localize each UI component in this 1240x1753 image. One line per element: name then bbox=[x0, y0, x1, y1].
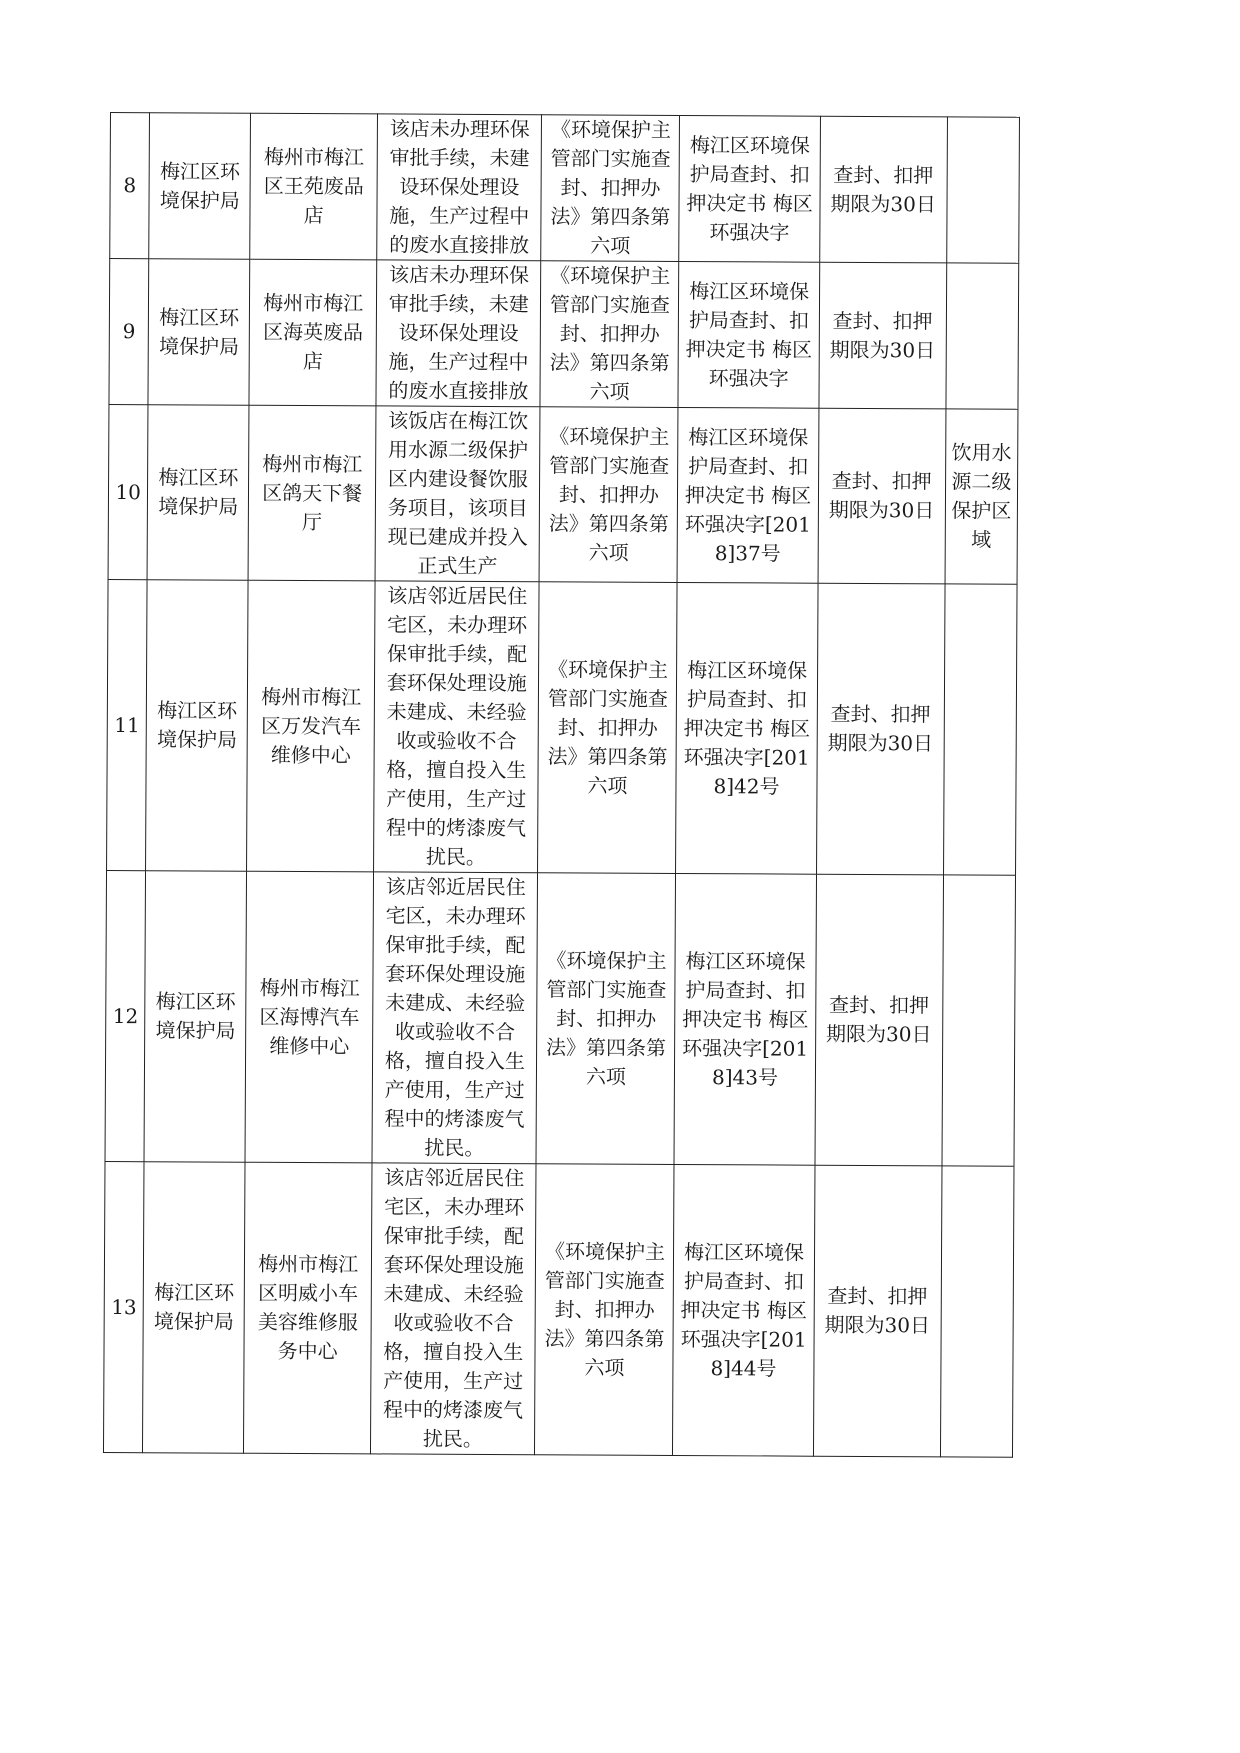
legal-basis-cell: 《环境保护主管部门实施查封、扣押办法》第四条第六项 bbox=[538, 582, 678, 874]
legal-basis-cell: 《环境保护主管部门实施查封、扣押办法》第四条第六项 bbox=[541, 115, 680, 262]
remark-cell bbox=[946, 263, 1019, 409]
decision-document-cell: 梅江区环境保护局查封、扣押决定书 梅区环强决字[2018]44号 bbox=[673, 1164, 815, 1456]
seizure-term-cell: 查封、扣押期限为30日 bbox=[818, 408, 946, 584]
table-row bbox=[110, 113, 1020, 264]
remark-cell: 饮用水源二级保护区域 bbox=[945, 409, 1018, 584]
legal-basis-cell: 《环境保护主管部门实施查封、扣押办法》第四条第六项 bbox=[540, 261, 679, 408]
company-name-cell: 梅州市梅江区万发汽车维修中心 bbox=[247, 580, 376, 872]
enforcement-table bbox=[103, 112, 1020, 1458]
row-number: 10 bbox=[108, 404, 148, 579]
table-row bbox=[108, 404, 1018, 584]
company-name-cell: 梅州市梅江区海英废品店 bbox=[249, 259, 377, 406]
row-number: 11 bbox=[107, 579, 148, 870]
remark-cell bbox=[943, 584, 1017, 875]
agency-cell: 梅江区环境保护局 bbox=[143, 1162, 245, 1454]
violation-fact-cell: 该店未办理环保审批手续，未建设环保处理设施，生产过程中的废水直接排放 bbox=[376, 260, 541, 407]
agency-cell: 梅江区环境保护局 bbox=[149, 113, 251, 260]
violation-fact-cell: 该店未办理环保审批手续，未建设环保处理设施，生产过程中的废水直接排放 bbox=[377, 114, 542, 261]
row-number: 12 bbox=[105, 870, 146, 1161]
decision-document-cell: 梅江区环境保护局查封、扣押决定书 梅区环强决字[2018]43号 bbox=[674, 873, 816, 1165]
legal-basis-cell: 《环境保护主管部门实施查封、扣押办法》第四条第六项 bbox=[535, 1164, 675, 1456]
company-name-cell: 梅州市梅江区鸽天下餐厅 bbox=[248, 405, 376, 581]
violation-fact-cell: 该店邻近居民住宅区，未办理环保审批手续，配套环保处理设施未建成、未经验收或验收不合格，擅自投入生产使用，生产过程中的烤漆废气扰民。 bbox=[374, 581, 540, 873]
seizure-term-cell: 查封、扣押期限为30日 bbox=[813, 1165, 942, 1457]
table-row bbox=[109, 259, 1019, 410]
decision-document-cell: 梅江区环境保护局查封、扣押决定书 梅区环强决字[2018]42号 bbox=[676, 582, 818, 874]
violation-fact-cell: 该饭店在梅江饮用水源二级保护区内建设餐饮服务项目，该项目现已建成并投入正式生产 bbox=[375, 406, 540, 582]
remark-cell bbox=[946, 117, 1019, 263]
agency-cell: 梅江区环境保护局 bbox=[146, 580, 248, 872]
row-number: 13 bbox=[103, 1161, 144, 1452]
legal-basis-cell: 《环境保护主管部门实施查封、扣押办法》第四条第六项 bbox=[540, 407, 679, 583]
row-number: 8 bbox=[110, 113, 150, 259]
seizure-term-cell: 查封、扣押期限为30日 bbox=[819, 262, 947, 409]
violation-fact-cell: 该店邻近居民住宅区，未办理环保审批手续，配套环保处理设施未建成、未经验收或验收不合格，擅自投入生产使用，生产过程中的烤漆废气扰民。 bbox=[371, 1163, 537, 1455]
seizure-term-cell: 查封、扣押期限为30日 bbox=[816, 583, 945, 875]
seizure-term-cell: 查封、扣押期限为30日 bbox=[815, 874, 944, 1166]
legal-basis-cell: 《环境保护主管部门实施查封、扣押办法》第四条第六项 bbox=[536, 873, 676, 1165]
remark-cell bbox=[942, 875, 1016, 1166]
table-row bbox=[105, 870, 1016, 1166]
agency-cell: 梅江区环境保护局 bbox=[147, 405, 249, 581]
company-name-cell: 梅州市梅江区王苑废品店 bbox=[250, 113, 378, 260]
decision-document-cell: 梅江区环境保护局查封、扣押决定书 梅区环强决字[2018]37号 bbox=[677, 407, 818, 583]
seizure-term-cell: 查封、扣押期限为30日 bbox=[819, 116, 947, 263]
company-name-cell: 梅州市梅江区明威小车美容维修服务中心 bbox=[244, 1162, 373, 1454]
decision-document-cell: 梅江区环境保护局查封、扣押决定书 梅区环强决字 bbox=[678, 261, 819, 408]
table-row bbox=[107, 579, 1018, 875]
violation-fact-cell: 该店邻近居民住宅区，未办理环保审批手续，配套环保处理设施未建成、未经验收或验收不合格，擅自投入生产使用，生产过程中的烤漆废气扰民。 bbox=[372, 872, 538, 1164]
table-row bbox=[103, 1161, 1014, 1457]
company-name-cell: 梅州市梅江区海博汽车维修中心 bbox=[245, 871, 374, 1163]
remark-cell bbox=[940, 1166, 1014, 1457]
agency-cell: 梅江区环境保护局 bbox=[144, 871, 246, 1163]
decision-document-cell: 梅江区环境保护局查封、扣押决定书 梅区环强决字 bbox=[679, 115, 820, 262]
row-number: 9 bbox=[109, 259, 149, 405]
agency-cell: 梅江区环境保护局 bbox=[148, 259, 250, 406]
